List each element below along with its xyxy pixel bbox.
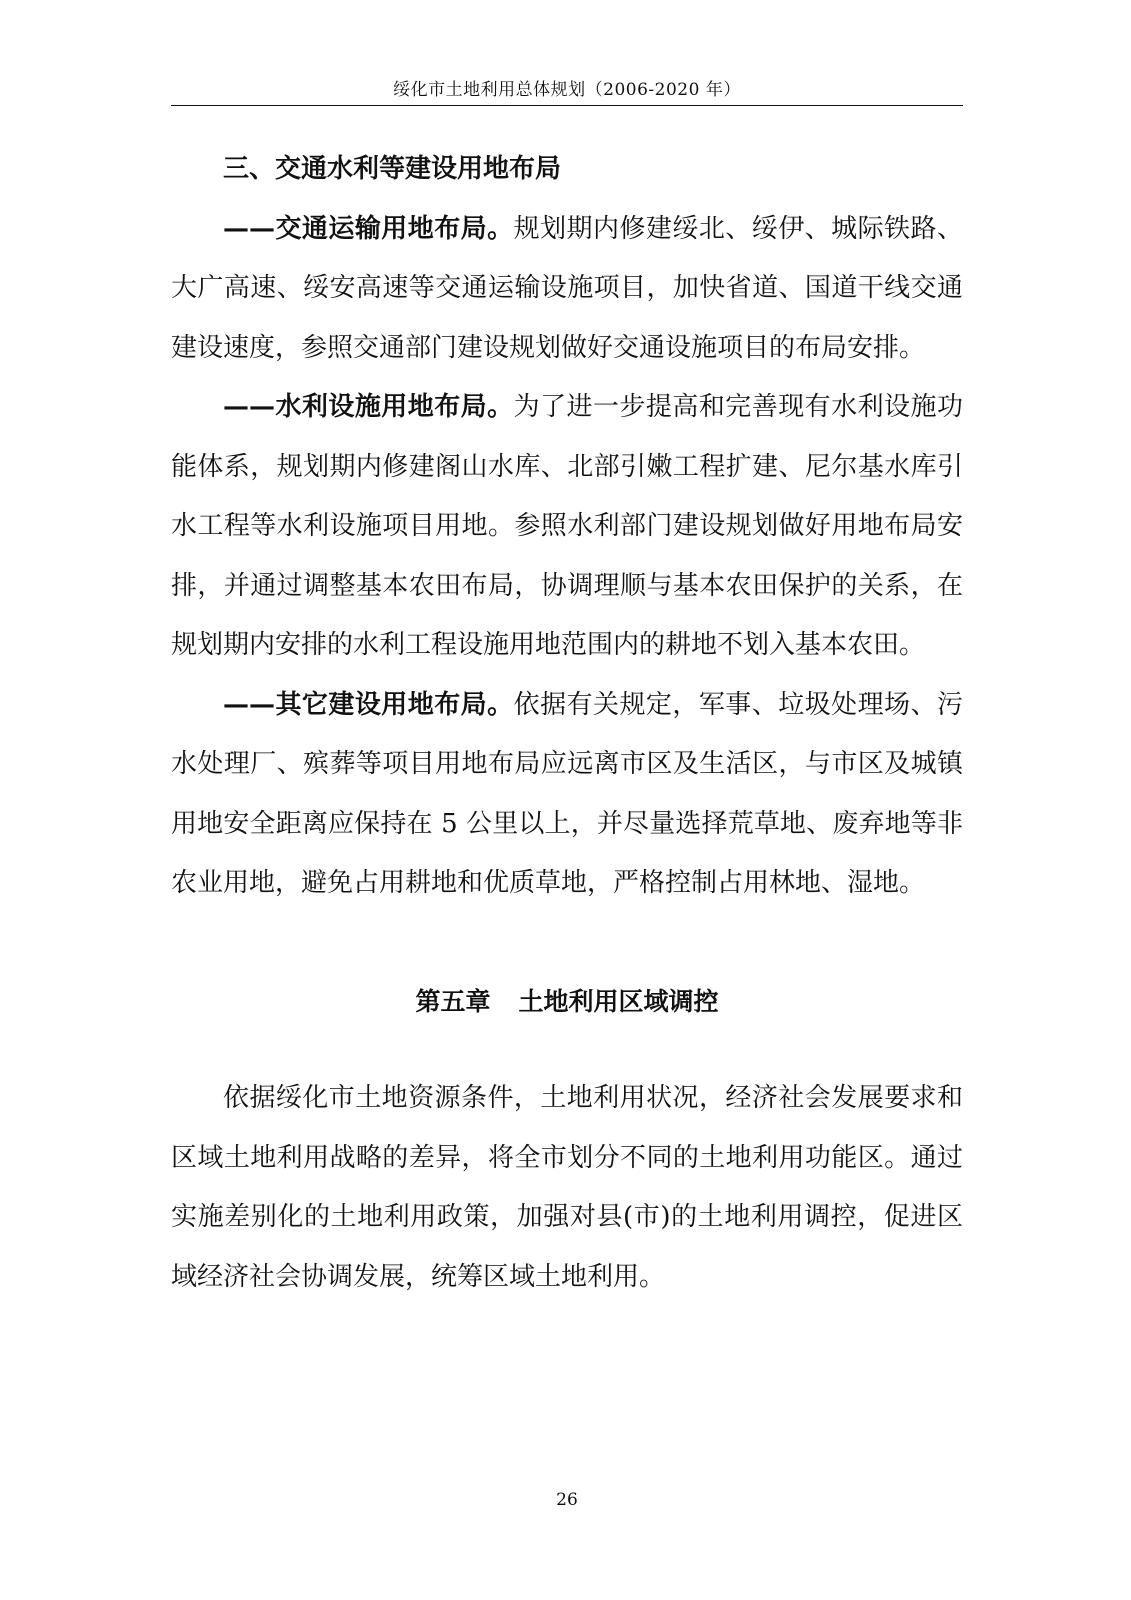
paragraph-transport bbox=[171, 200, 963, 379]
page-number: 26 bbox=[556, 1490, 578, 1510]
section-heading: 三、交通水利等建设用地布局 bbox=[223, 154, 562, 184]
chapter-number: 第五章 bbox=[415, 986, 491, 1016]
paragraph-water bbox=[171, 378, 963, 676]
page-body bbox=[171, 140, 963, 1307]
running-header: 绥化市土地利用总体规划（2006-2020 年） bbox=[393, 80, 741, 100]
paragraph-text: 为了进一步提高和完善现有水利设施功能体系，规划期内修建阁山水库、北部引嫩工程扩建、尼尔基水库引水工程等水利设施项目用地。参照水利部门建设规划做好用地布局安排，并通过调整基本农田布局，协调理顺与基本农田保护的关系，在规划期内安排的水利工程设施用地范围内的耕地不划入基本农田。 bbox=[171, 392, 963, 660]
chapter-heading bbox=[171, 972, 963, 1032]
chapter-title: 土地利用区域调控 bbox=[518, 986, 719, 1016]
chapter-intro-paragraph: 依据绥化市土地资源条件，土地利用状况，经济社会发展要求和区域土地利用战略的差异，将全市划分不同的土地利用功能区。通过实施差别化的土地利用政策，加强对县(市)的土地利用调控，促进区域经济社会协调发展，统筹区域土地利用。 bbox=[171, 1083, 963, 1292]
header-rule bbox=[171, 105, 963, 106]
paragraph-text: 规划期内修建绥北、绥伊、城际铁路、大广高速、绥安高速等交通运输设施项目，加快省道、国道干线交通建设速度，参照交通部门建设规划做好交通设施项目的布局安排。 bbox=[171, 213, 963, 363]
paragraph-text: 依据有关规定，军事、垃圾处理场、污水处理厂、殡葬等项目用地布局应远离市区及生活区，与市区及城镇用地安全距离应保持在 5 公里以上，并尽量选择荒草地、废弃地等非农业用地，避免占用耕地和优质草地，严格控制占用林地、湿地。 bbox=[171, 689, 963, 898]
paragraph-lead: ——水利设施用地布局。 bbox=[223, 392, 514, 422]
paragraph-lead: ——交通运输用地布局。 bbox=[223, 213, 514, 244]
paragraph-other bbox=[171, 676, 963, 914]
paragraph-lead: ——其它建设用地布局。 bbox=[223, 689, 514, 720]
